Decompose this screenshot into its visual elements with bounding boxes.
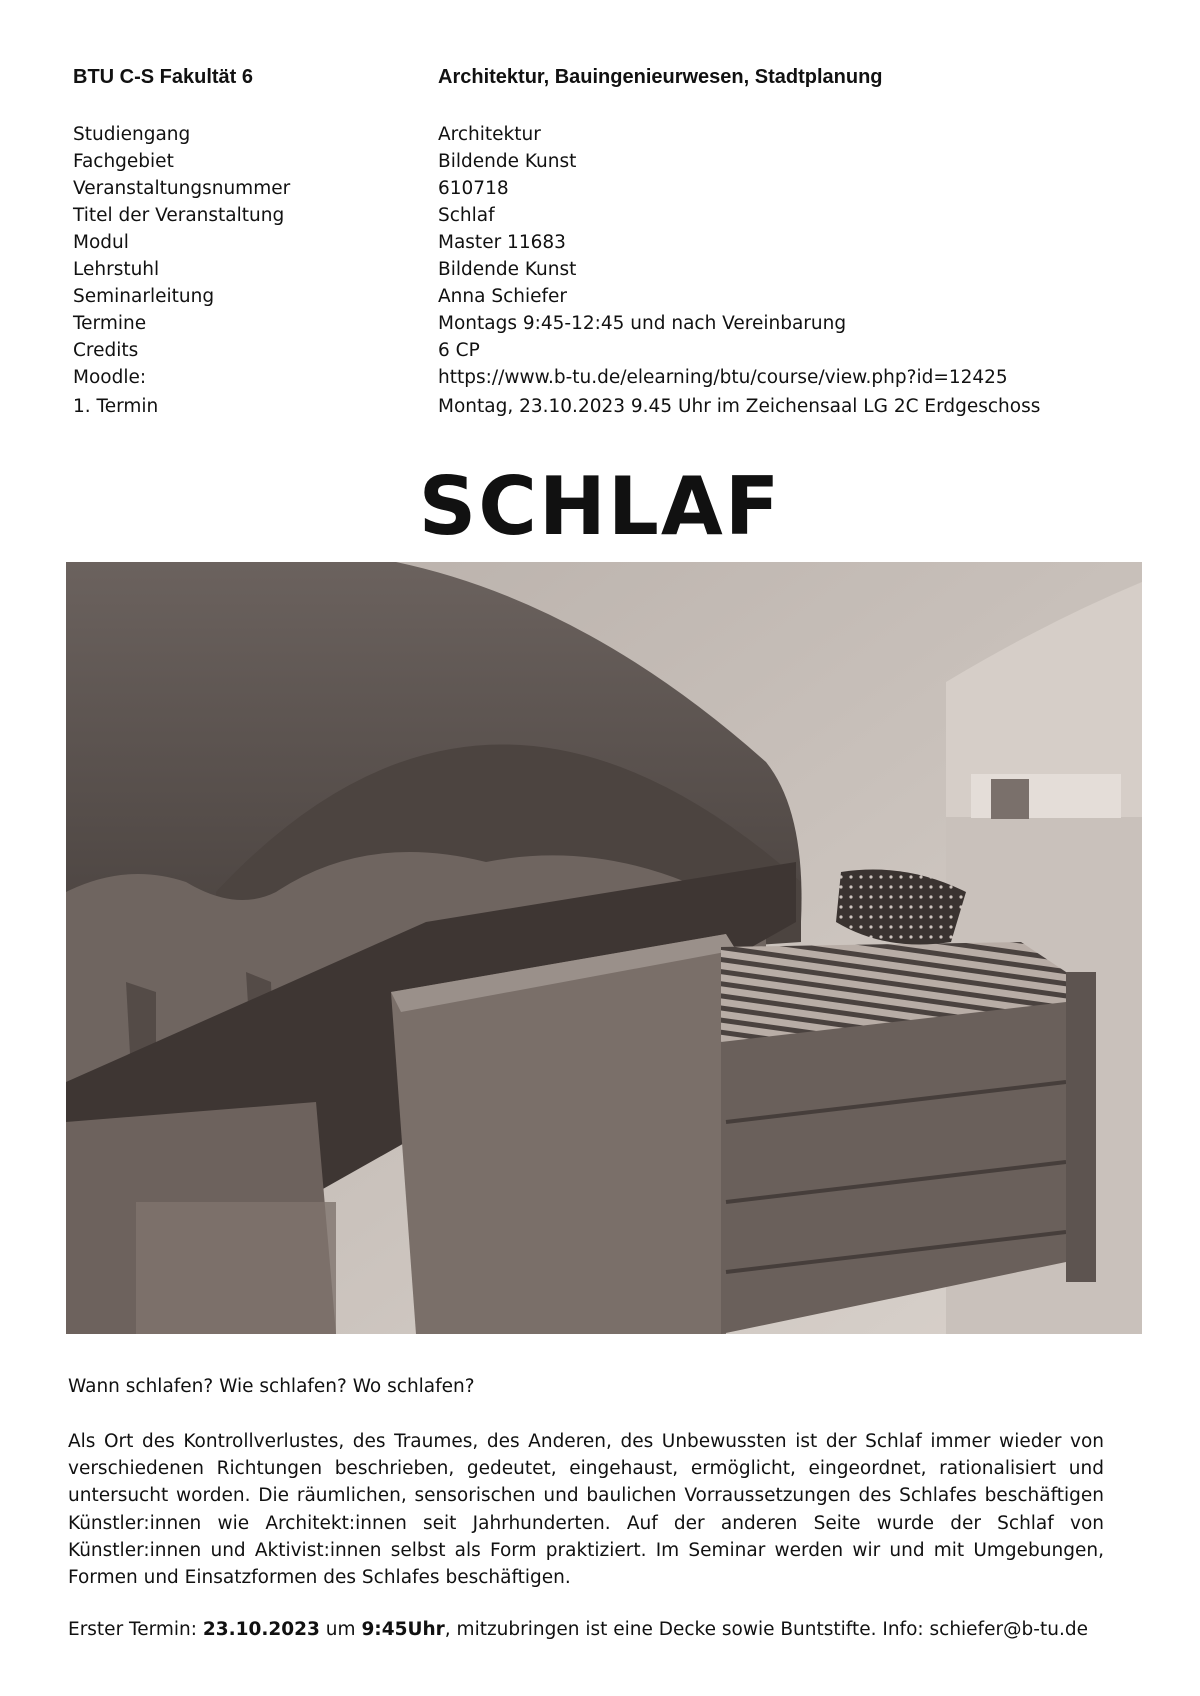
info-value: Bildende Kunst xyxy=(438,259,577,280)
info-row-modul xyxy=(73,232,1133,259)
stable-bed-photo xyxy=(66,562,1142,1334)
info-value: Montags 9:45-12:45 und nach Vereinbarung xyxy=(438,313,847,334)
info-key: Fachgebiet xyxy=(73,151,174,172)
department-label: Architektur, Bauingenieurwesen, Stadtplanung xyxy=(438,66,883,88)
info-key: Moodle: xyxy=(73,367,147,388)
info-row-titel xyxy=(73,205,1133,232)
info-row-lehrstuhl xyxy=(73,259,1133,286)
info-value: 610718 xyxy=(438,178,509,199)
info-key: Modul xyxy=(73,232,129,253)
info-key: Lehrstuhl xyxy=(73,259,160,280)
description-paragraph: Als Ort des Kontrollverlustes, des Traumes, des Anderen, des Unbewussten ist der Schlaf immer wieder von verschiedenen Richtungen beschrieben, gedeutet, eingehaust, ermöglicht, eingeordnet, rationalisiert und untersucht worden. Die räumlichen, sensorischen und baulichen Vorraussetzungen des Schlafes beschäftigen Künstler:innen wie Architekt:innen seit Jahrhunderten. Auf der anderen Seite wurde der Schlaf von Künstler:innen und Aktivist:innen selbst als Form praktiziert. Im Seminar werden wir und mit Umgebungen, Formen und Einsatzformen des Schlafes beschäftigen. xyxy=(68,1431,1104,1589)
info-key: Veranstaltungsnummer xyxy=(73,178,291,199)
footer-date: 23.10.2023 xyxy=(202,1619,320,1640)
course-info-table xyxy=(73,124,1133,423)
info-row-veranstaltungsnummer xyxy=(73,178,1133,205)
info-row-credits xyxy=(73,340,1133,367)
info-row-moodle xyxy=(73,367,1133,394)
info-row-studiengang xyxy=(73,124,1133,151)
moodle-link[interactable]: https://www.b-tu.de/elearning/btu/course/view.php?id=12425 xyxy=(438,367,1008,388)
footer-prefix: Erster Termin: xyxy=(68,1619,203,1640)
info-value: Architektur xyxy=(438,124,541,145)
info-key: 1. Termin xyxy=(73,396,159,417)
info-value: Schlaf xyxy=(438,205,495,226)
info-value: 6 CP xyxy=(438,340,480,361)
info-row-termine xyxy=(73,313,1133,340)
info-row-fachgebiet xyxy=(73,151,1133,178)
info-key: Termine xyxy=(73,313,147,334)
info-key: Seminarleitung xyxy=(73,286,215,307)
faculty-label: BTU C-S Fakultät 6 xyxy=(73,66,254,88)
footer-suffix: , mitzubringen ist eine Decke sowie Buntstifte. Info: schiefer@b-tu.de xyxy=(444,1619,1088,1640)
first-session-note xyxy=(68,1619,1088,1640)
page-title: SCHLAF xyxy=(418,460,782,553)
info-value: Master 11683 xyxy=(438,232,566,253)
info-key: Titel der Veranstaltung xyxy=(73,205,285,226)
info-value: Anna Schiefer xyxy=(438,286,567,307)
photo-illustration xyxy=(66,562,1142,1334)
footer-middle: um xyxy=(319,1619,362,1640)
info-key: Studiengang xyxy=(73,124,191,145)
info-row-seminarleitung xyxy=(73,286,1133,313)
info-row-erster-termin xyxy=(73,396,1133,423)
info-value: Montag, 23.10.2023 9.45 Uhr im Zeichensaal LG 2C Erdgeschoss xyxy=(438,396,1041,417)
intro-questions: Wann schlafen? Wie schlafen? Wo schlafen? xyxy=(68,1376,475,1397)
info-key: Credits xyxy=(73,340,139,361)
info-value: Bildende Kunst xyxy=(438,151,577,172)
footer-time: 9:45Uhr xyxy=(361,1619,445,1640)
